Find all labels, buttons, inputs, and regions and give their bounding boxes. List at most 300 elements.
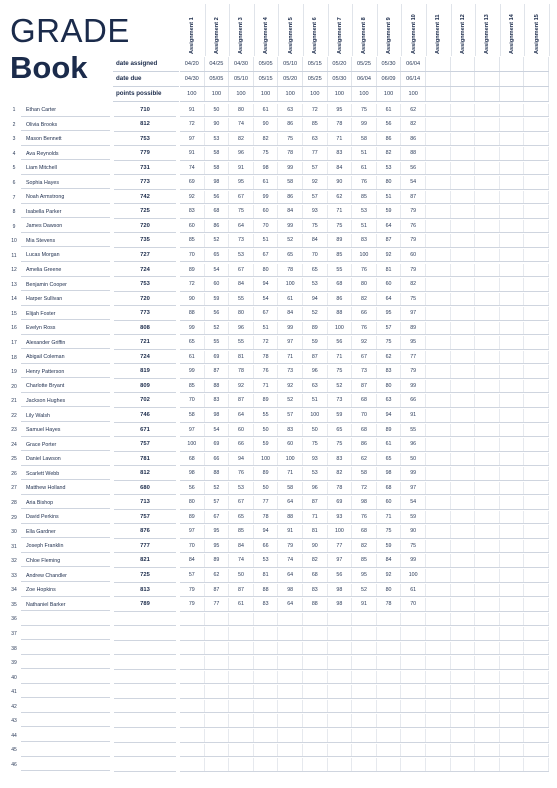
row-number: 21	[11, 398, 17, 405]
assignment-header-12	[451, 4, 477, 56]
row-number: 23	[11, 427, 17, 434]
score-cell: 62	[205, 569, 230, 582]
student-total	[114, 671, 176, 685]
score-cell: 57	[303, 162, 328, 175]
row-number: 22	[11, 412, 17, 419]
score-cell: 91	[180, 147, 205, 160]
student-name: Harper Sullivan	[21, 293, 110, 306]
row-number: 42	[11, 703, 17, 710]
score-cell: 97	[278, 336, 303, 349]
score-cell: 57	[377, 322, 402, 335]
score-cell: 63	[303, 380, 328, 393]
score-cell: 82	[377, 147, 402, 160]
assignment-header-13	[475, 4, 501, 56]
score-cell: 68	[180, 453, 205, 466]
score-cell	[229, 685, 254, 698]
score-cell: 94	[303, 293, 328, 306]
score-cell	[426, 729, 451, 742]
score-cell: 90	[180, 293, 205, 306]
date-assigned-cell: 05/20	[328, 57, 353, 71]
score-cell: 88	[401, 147, 426, 160]
score-cell: 76	[254, 365, 279, 378]
score-cell: 56	[205, 307, 230, 320]
score-cell	[451, 613, 476, 626]
student-total	[114, 656, 176, 670]
table-row	[7, 147, 549, 162]
table-row	[7, 219, 549, 234]
score-cell	[500, 467, 525, 480]
student-name: Chloe Fleming	[21, 555, 110, 568]
score-cell: 61	[377, 104, 402, 117]
row-number: 16	[11, 325, 17, 332]
row-number: 43	[11, 718, 17, 725]
score-cell	[524, 700, 549, 713]
score-cell	[500, 613, 525, 626]
date-due-cell: 05/20	[278, 72, 303, 86]
date-assigned-cell: 05/15	[303, 57, 328, 71]
score-cell: 96	[303, 365, 328, 378]
student-name	[21, 744, 110, 757]
score-cells	[180, 351, 549, 365]
score-cell	[254, 744, 279, 757]
score-cell	[328, 744, 353, 757]
score-cell	[500, 729, 525, 742]
score-cell: 90	[401, 525, 426, 538]
student-total: 746	[114, 409, 176, 423]
score-cell	[475, 729, 500, 742]
score-cell: 99	[278, 162, 303, 175]
score-cells	[180, 365, 549, 379]
score-cell	[328, 700, 353, 713]
score-cell	[500, 322, 525, 335]
score-cell	[475, 525, 500, 538]
score-cells	[180, 714, 549, 728]
score-cell: 91	[352, 598, 377, 611]
score-cell: 89	[377, 424, 402, 437]
score-cells	[180, 511, 549, 525]
score-cell	[180, 700, 205, 713]
row-number: 6	[12, 180, 16, 186]
score-cell: 76	[352, 322, 377, 335]
score-cells	[180, 554, 549, 568]
score-cell: 89	[328, 234, 353, 247]
score-cell	[451, 496, 476, 509]
title-grade: GRADE	[10, 12, 130, 49]
score-cell	[426, 220, 451, 233]
score-cell: 71	[328, 205, 353, 218]
score-cell	[451, 176, 476, 189]
score-cell	[426, 293, 451, 306]
student-total: 724	[114, 264, 176, 278]
score-cell	[524, 249, 549, 262]
assignment-header-1	[180, 4, 206, 56]
score-cell	[451, 453, 476, 466]
score-cell: 96	[229, 322, 254, 335]
student-total: 819	[114, 365, 176, 379]
score-cell	[426, 249, 451, 262]
score-cell: 100	[328, 525, 353, 538]
score-cell: 50	[254, 424, 279, 437]
score-cell	[180, 729, 205, 742]
score-cell	[475, 118, 500, 131]
student-name	[21, 671, 110, 684]
student-total	[114, 700, 176, 714]
score-cell	[278, 613, 303, 626]
score-cell: 75	[229, 205, 254, 218]
score-cell	[328, 758, 353, 771]
score-cell: 95	[377, 307, 402, 320]
score-cell: 83	[278, 424, 303, 437]
score-cell: 98	[205, 409, 230, 422]
score-cell: 71	[377, 511, 402, 524]
score-cell: 73	[229, 234, 254, 247]
score-cell	[426, 525, 451, 538]
row-number: 19	[11, 369, 17, 376]
assignment-header-8	[352, 4, 378, 56]
score-cell	[205, 685, 230, 698]
student-total: 757	[114, 438, 176, 452]
score-cell	[401, 642, 426, 655]
score-cells	[180, 540, 549, 554]
score-cell: 91	[401, 409, 426, 422]
row-number: 45	[11, 747, 17, 754]
score-cell	[451, 482, 476, 495]
date-due-cell: 05/10	[229, 72, 254, 86]
score-cells	[180, 394, 549, 408]
score-cell	[426, 176, 451, 189]
score-cell	[426, 205, 451, 218]
score-cell: 70	[401, 598, 426, 611]
score-cell: 54	[401, 496, 426, 509]
score-cell	[500, 453, 525, 466]
score-cell	[278, 656, 303, 669]
score-cell: 70	[254, 220, 279, 233]
score-cell: 79	[401, 264, 426, 277]
score-cell	[524, 685, 549, 698]
score-cell	[278, 714, 303, 727]
score-cell	[303, 744, 328, 757]
score-cell	[524, 133, 549, 146]
date-due-cell	[426, 72, 451, 86]
score-cell: 85	[328, 249, 353, 262]
score-cell	[475, 744, 500, 757]
student-total: 735	[114, 234, 176, 248]
assignment-header-2	[205, 4, 231, 56]
score-cell: 87	[229, 394, 254, 407]
score-cells	[180, 482, 549, 496]
score-cell: 86	[205, 220, 230, 233]
score-cell	[500, 758, 525, 771]
score-cell: 52	[303, 307, 328, 320]
score-cell	[426, 147, 451, 160]
score-cell	[303, 613, 328, 626]
student-name	[21, 730, 110, 743]
score-cell	[475, 627, 500, 640]
score-cell	[500, 351, 525, 364]
score-cells	[180, 656, 549, 670]
student-total: 724	[114, 351, 176, 365]
score-cell	[524, 554, 549, 567]
score-cell	[254, 642, 279, 655]
points-possible-cell: 100	[278, 87, 303, 101]
score-cell	[451, 394, 476, 407]
score-cell	[524, 293, 549, 306]
score-cell: 79	[401, 365, 426, 378]
score-cell	[303, 700, 328, 713]
score-cell	[451, 205, 476, 218]
table-row	[7, 103, 549, 118]
table-row	[7, 641, 549, 656]
score-cell: 54	[205, 264, 230, 277]
score-cell: 61	[401, 584, 426, 597]
score-cell: 94	[254, 525, 279, 538]
score-cell: 66	[205, 453, 230, 466]
score-cell: 76	[352, 264, 377, 277]
score-cell	[352, 714, 377, 727]
score-cell: 67	[205, 511, 230, 524]
score-cell: 53	[303, 278, 328, 291]
score-cell: 75	[328, 220, 353, 233]
score-cell	[303, 671, 328, 684]
score-cell	[451, 598, 476, 611]
score-cell: 68	[352, 424, 377, 437]
table-row	[7, 161, 549, 176]
score-cells	[180, 685, 549, 699]
score-cells	[180, 467, 549, 481]
score-cell	[524, 307, 549, 320]
score-cell: 71	[278, 467, 303, 480]
score-cells	[180, 700, 549, 714]
score-cell	[500, 249, 525, 262]
score-cell: 63	[377, 394, 402, 407]
score-cell: 50	[229, 569, 254, 582]
score-cell: 68	[328, 278, 353, 291]
score-cell	[451, 467, 476, 480]
score-cell	[524, 380, 549, 393]
score-cell	[278, 685, 303, 698]
score-cell	[524, 162, 549, 175]
score-cell	[205, 744, 230, 757]
date-due-cell: 05/30	[328, 72, 353, 86]
score-cell: 58	[205, 162, 230, 175]
date-assigned-cell	[426, 57, 451, 71]
score-cell	[451, 322, 476, 335]
score-cell: 58	[205, 147, 230, 160]
score-cell: 79	[180, 584, 205, 597]
score-cell	[524, 671, 549, 684]
score-cell	[524, 729, 549, 742]
score-cell: 88	[205, 467, 230, 480]
assignment-header-label: Assignment 8	[361, 17, 368, 54]
score-cell: 88	[278, 511, 303, 524]
score-cell	[475, 613, 500, 626]
score-cell	[229, 758, 254, 771]
score-cells	[180, 191, 549, 205]
score-cell	[352, 758, 377, 771]
score-cells	[180, 133, 549, 147]
score-cell: 82	[352, 540, 377, 553]
score-cell: 67	[254, 249, 279, 262]
score-cell: 91	[229, 162, 254, 175]
score-cell	[475, 191, 500, 204]
score-cell: 65	[229, 511, 254, 524]
score-cell	[451, 162, 476, 175]
score-cell: 92	[278, 380, 303, 393]
score-cell	[352, 627, 377, 640]
row-number: 31	[11, 543, 17, 550]
score-cell	[475, 453, 500, 466]
row-number: 4	[12, 150, 16, 157]
table-row	[7, 743, 549, 758]
score-cell: 84	[229, 540, 254, 553]
score-cell: 75	[254, 147, 279, 160]
score-cell	[475, 278, 500, 291]
student-total: 727	[114, 249, 176, 263]
score-cell	[278, 642, 303, 655]
score-cell: 55	[328, 264, 353, 277]
score-cell	[524, 613, 549, 626]
score-cell	[180, 685, 205, 698]
row-number: 41	[11, 689, 17, 696]
score-cell	[524, 656, 549, 669]
score-cell: 97	[401, 307, 426, 320]
student-total: 720	[114, 293, 176, 307]
date-assigned-cell: 05/25	[352, 57, 377, 71]
score-cell	[205, 627, 230, 640]
student-name: Liam Mitchell	[21, 162, 110, 175]
score-cells	[180, 249, 549, 263]
score-cell	[229, 627, 254, 640]
score-cells	[180, 234, 549, 248]
score-cell	[377, 714, 402, 727]
score-cell	[524, 482, 549, 495]
score-cell	[328, 714, 353, 727]
student-total: 713	[114, 496, 176, 510]
score-cell	[401, 656, 426, 669]
score-cell	[401, 744, 426, 757]
date-due-cell	[451, 72, 476, 86]
score-cell	[352, 642, 377, 655]
score-cell	[524, 365, 549, 378]
score-cell: 84	[303, 234, 328, 247]
assignment-header-label: Assignment 3	[238, 17, 245, 54]
score-cell: 88	[205, 380, 230, 393]
score-cell	[475, 584, 500, 597]
meta-labels	[113, 57, 179, 102]
table-row	[7, 205, 549, 220]
score-cell	[475, 656, 500, 669]
score-cell	[475, 307, 500, 320]
assignment-header-6	[303, 4, 329, 56]
score-cell	[500, 671, 525, 684]
student-total: 671	[114, 424, 176, 438]
row-number: 28	[11, 500, 17, 507]
score-cell	[328, 627, 353, 640]
score-cell: 76	[229, 467, 254, 480]
score-cell: 75	[303, 438, 328, 451]
score-cell: 85	[303, 118, 328, 131]
score-cell	[426, 351, 451, 364]
student-name: James Dawson	[21, 220, 110, 233]
date-assigned-cell: 05/05	[254, 57, 279, 71]
score-cell	[328, 685, 353, 698]
student-name: Andrew Chandler	[21, 570, 110, 583]
score-cell: 100	[401, 569, 426, 582]
score-cell	[524, 220, 549, 233]
score-cell: 74	[229, 554, 254, 567]
table-row	[7, 496, 549, 511]
score-cell: 84	[278, 307, 303, 320]
score-cell: 78	[278, 147, 303, 160]
score-cell: 93	[303, 205, 328, 218]
score-cell	[254, 700, 279, 713]
score-cell: 80	[352, 278, 377, 291]
score-cell	[451, 685, 476, 698]
score-cell	[475, 467, 500, 480]
table-row	[7, 365, 549, 380]
table-row	[7, 394, 549, 409]
student-name: Scarlett Webb	[21, 468, 110, 481]
date-assigned-cell	[524, 57, 549, 71]
score-cell	[303, 656, 328, 669]
score-cell: 57	[278, 409, 303, 422]
student-total	[114, 627, 176, 641]
table-row	[7, 714, 549, 729]
score-cell	[401, 729, 426, 742]
score-cell	[451, 365, 476, 378]
score-cell	[426, 380, 451, 393]
student-name: Aria Bishop	[21, 497, 110, 510]
score-cell	[524, 744, 549, 757]
score-cell: 100	[328, 322, 353, 335]
student-name	[21, 759, 110, 772]
assignment-meta-grid	[180, 57, 549, 102]
row-number: 29	[11, 514, 17, 521]
score-cell: 90	[254, 118, 279, 131]
score-cell: 66	[254, 540, 279, 553]
table-row	[7, 379, 549, 394]
score-cell: 52	[328, 380, 353, 393]
score-cell: 78	[328, 118, 353, 131]
score-cell: 89	[303, 322, 328, 335]
score-cell: 69	[205, 438, 230, 451]
student-name: Jackson Hughes	[21, 395, 110, 408]
score-cell	[254, 729, 279, 742]
score-cell	[475, 380, 500, 393]
score-cell	[205, 656, 230, 669]
score-cell: 100	[254, 453, 279, 466]
score-cell: 50	[254, 482, 279, 495]
score-cell: 87	[303, 496, 328, 509]
student-name	[21, 613, 110, 626]
score-cell	[500, 424, 525, 437]
score-cell: 98	[352, 496, 377, 509]
score-cell	[426, 467, 451, 480]
score-cell	[524, 714, 549, 727]
score-cell	[377, 700, 402, 713]
score-cell: 61	[229, 598, 254, 611]
row-number: 32	[11, 558, 17, 565]
score-cell	[451, 700, 476, 713]
score-cell: 51	[377, 191, 402, 204]
score-cell: 65	[278, 249, 303, 262]
points-possible-cell: 100	[377, 87, 402, 101]
score-cell: 100	[278, 453, 303, 466]
score-cell	[426, 627, 451, 640]
date-assigned-cell: 04/20	[180, 57, 205, 71]
score-cell	[377, 744, 402, 757]
score-cell: 97	[328, 554, 353, 567]
